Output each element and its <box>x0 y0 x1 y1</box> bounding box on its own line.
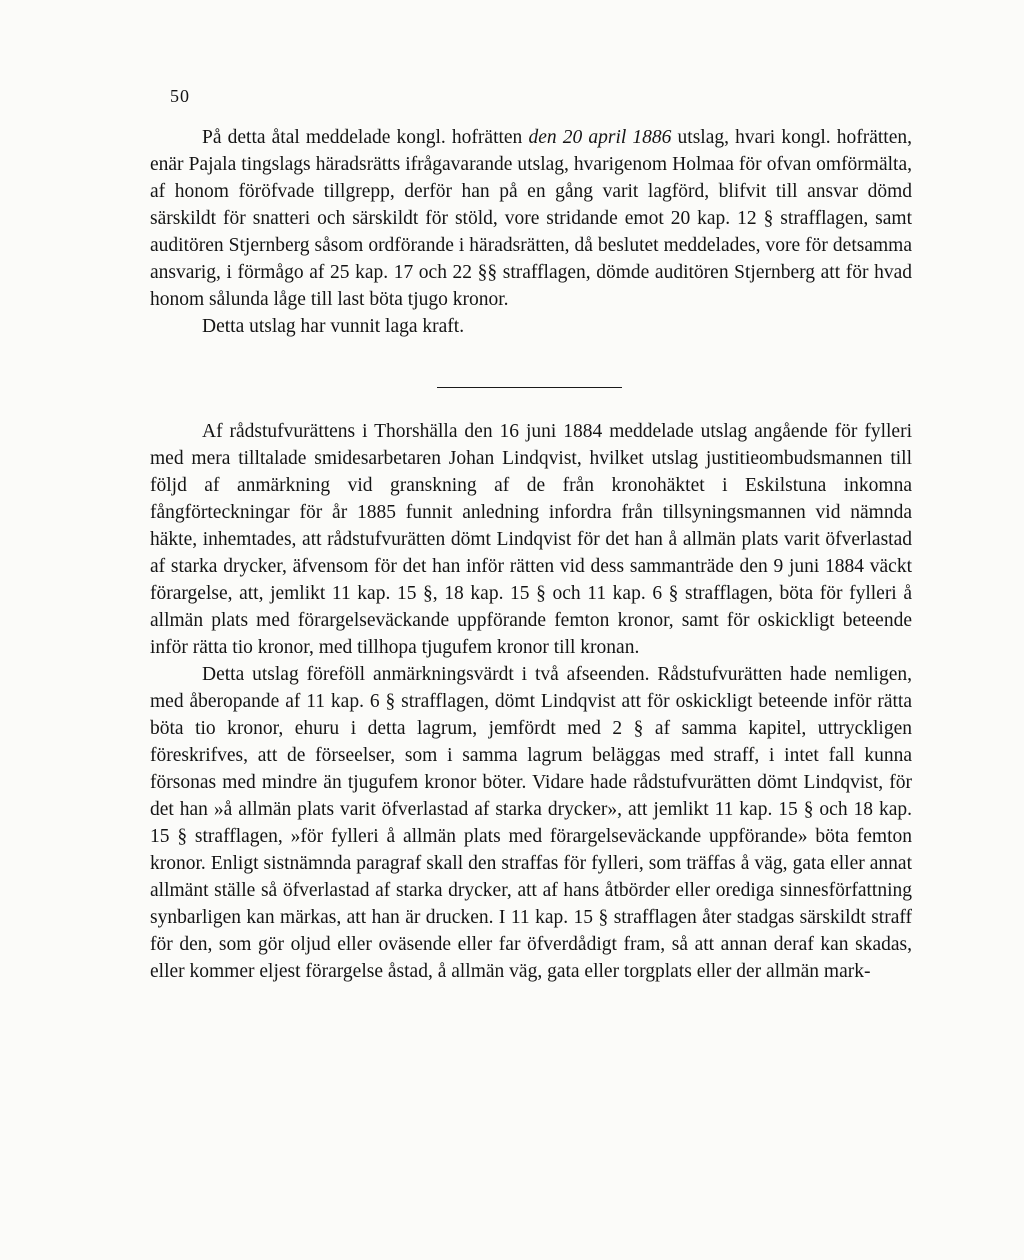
paragraph-rest: utslag, hvari kongl. hofrätten, enär Pajala tingslags häradsrätts ifrågavarande utslag, hvarigenom Holmaa för ofvan omförmälta, af honom föröfvade tillgrepp, derför han på en gång varit lagförd, blifvit till ansvar dömd särskildt för snatteri och särskildt för stöld, vore stridande emot 20 kap. 12 § strafflagen, samt auditören Stjernberg såsom ordförande i häradsrätten, då beslutet meddelades, vore för detsamma ansvarig, i förmågo af 25 kap. 17 och 22 §§ strafflagen, dömde auditören Stjernberg att för hvad honom sålunda låge till last böta tjugo kronor. <box>150 127 912 310</box>
paragraph-lead: På detta åtal meddelade kongl. hofrätten <box>202 127 523 148</box>
section-divider <box>437 387 622 388</box>
section-thorshalla <box>150 418 912 985</box>
paragraph: Detta utslag har vunnit laga kraft. <box>202 316 465 337</box>
date-italic: den 20 april 1886 <box>528 127 672 148</box>
paragraph <box>150 124 912 313</box>
section-hofratten <box>150 124 912 340</box>
paragraph: Af rådstufvurättens i Thorshälla den 16 juni 1884 meddelade utslag angående för fylleri med mera tilltalade smidesarbetaren Johan Lindqvist, hvilket utslag justitieombudsmannen till följd af anmärkning vid granskning af de från kronohäktet i Eskilstuna inkomna fångförteckningar för år 1885 funnit anledning infordra från tillsyningsmannen vid nämnda häkte, inhemtades, att rådstufvurätten dömt Lindqvist för det han å allmän plats varit öfverlastad af starka drycker, äfvensom för det han inför rätten vid dess sammanträde den 9 juni 1884 väckt förargelse, att, jemlikt 11 kap. 15 §, 18 kap. 15 § och 11 kap. 6 § strafflagen, böta för fylleri å allmän plats med förargelseväckande uppförande femton kronor, samt för oskickligt beteende inför rätta tio kronor, med tillhopa tjugufem kronor till kronan. <box>150 421 912 658</box>
paragraph: Detta utslag föreföll anmärkningsvärdt i två afseenden. Rådstufvurätten hade nemligen, med åberopande af 11 kap. 6 § strafflagen, dömt Lindqvist att för oskickligt beteende inför rätta böta tio kronor, ehuru i detta lagrum, jemfördt med 2 § af samma kapitel, uttryckligen föreskrifves, att de förseelser, som i samma lagrum beläggas med straff, i intet fall kunna försonas med mindre än tjugufem kronor böter. Vidare hade rådstufvurätten dömt Lindqvist, för det han »å allmän plats varit öfverlastad af starka drycker», att jemlikt 11 kap. 15 § och 18 kap. 15 § strafflagen, »för fylleri å allmän plats med förargelseväckande uppförande» böta femton kronor. Enligt sistnämnda paragraf skall den straffas för fylleri, som träffas å väg, gata eller annat allmänt ställe så öfverlastad af starka drycker, att af hans åtbörder eller orediga sinnesförfattning synbarligen kan märkas, att han är drucken. I 11 kap. 15 § strafflagen åter stadgas särskildt straff för den, som gör oljud eller oväsende eller far öfverdådigt fram, så att annan deraf kan skadas, eller kommer eljest förargelse åstad, å allmän väg, gata eller torgplats eller der allmän mark- <box>150 664 912 982</box>
page-number: 50 <box>170 86 190 106</box>
